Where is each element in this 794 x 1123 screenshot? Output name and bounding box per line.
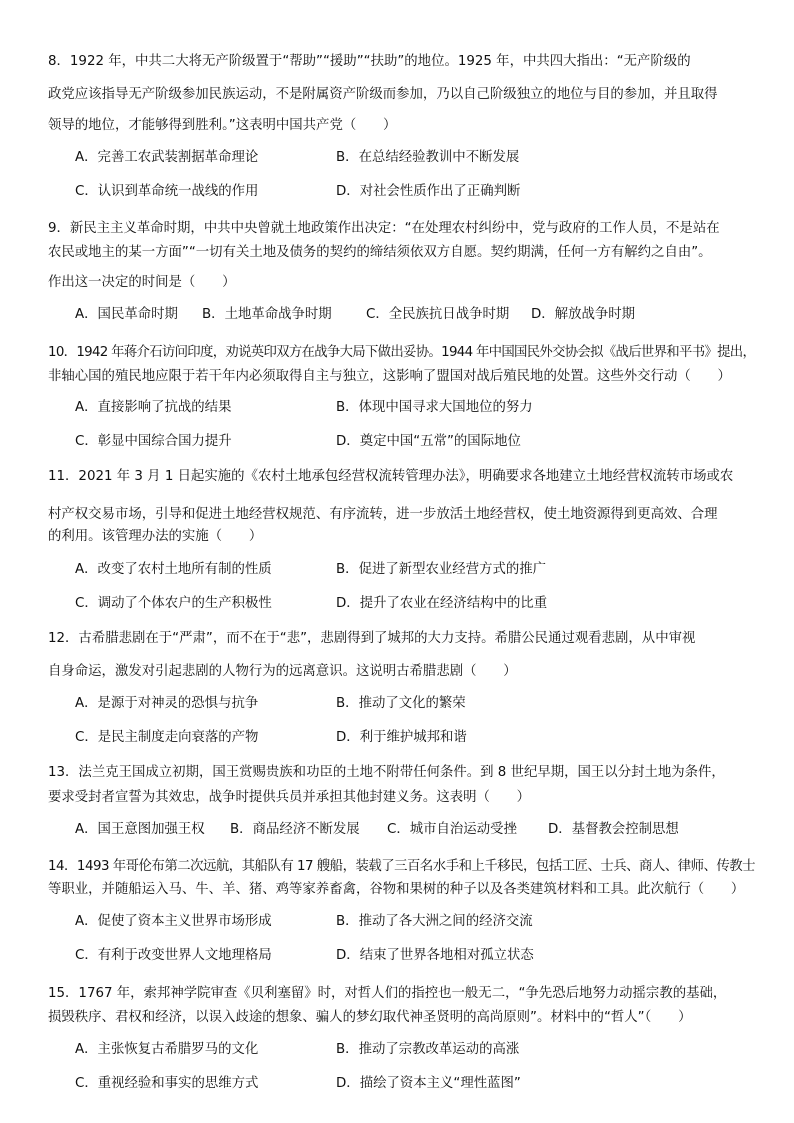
q15-option-c: C．重视经验和事实的思维方式 xyxy=(75,1076,259,1091)
q12-option-b: B．推动了文化的繁荣 xyxy=(336,696,466,711)
q13-stem-line-2: 要求受封者宣誓为其效忠，战争时提供兵员并承担其他封建义务。这表明（ ） xyxy=(48,790,531,805)
q13-option-b: B．商品经济不断发展 xyxy=(230,822,360,837)
q13-option-d: D．基督教会控制思想 xyxy=(548,822,679,837)
q15-stem-line-2: 损毁秩序、君权和经济，以误入歧途的想象、骗人的梦幻取代神圣贤明的高尚原则”。材料中的“哲人”（ ） xyxy=(48,1010,692,1025)
q8-option-a: A．完善工农武装割据革命理论 xyxy=(75,150,259,165)
q11-option-d: D．提升了农业在经济结构中的比重 xyxy=(336,596,548,611)
q13-stem-line-1: 13．法兰克王国成立初期，国王赏赐贵族和功臣的土地不附带任何条件。到 8 世纪早期，国王以分封土地为条件， xyxy=(48,765,725,780)
q8-option-b: B．在总结经验教训中不断发展 xyxy=(336,150,520,165)
q14-option-d: D．结束了世界各地相对孤立状态 xyxy=(336,948,534,963)
q8-option-d: D．对社会性质作出了正确判断 xyxy=(336,184,521,199)
q8-stem-line-2: 政党应该指导无产阶级参加民族运动，不是附属资产阶级而参加，乃以自己阶级独立的地位与目的参加，并且取得 xyxy=(48,87,718,102)
q14-stem-line-2: 等职业，并随船运入马、牛、羊、猪、鸡等家养畜禽，谷物和果树的种子以及各类建筑材料和工具。此次航行（ ） xyxy=(48,882,745,897)
q9-stem-line-1: 9．新民主主义革命时期，中共中央曾就土地政策作出决定：“在处理农村纠纷中，党与政府的工作人员，不是站在 xyxy=(48,221,720,236)
q14-stem-line-1: 14．1493 年哥伦布第二次远航，其船队有 17 艘船，装载了三百名水手和上千移民，包括工匠、士兵、商人、律师、传教士 xyxy=(48,859,756,874)
q12-stem-line-2: 自身命运，激发对引起悲剧的人物行为的远离意识。这说明古希腊悲剧（ ） xyxy=(48,664,517,679)
q15-stem-line-1: 15．1767 年，索邦神学院审查《贝利塞留》时，对哲人们的指控也一般无二，“争先恐后地努力动摇宗教的基础， xyxy=(48,986,727,1001)
q11-stem-line-2: 村产权交易市场，引导和促进土地经营权规范、有序流转，进一步放活土地经营权，使土地资源得到更高效、合理 xyxy=(48,507,718,522)
q10-option-a: A．直接影响了抗战的结果 xyxy=(75,400,232,415)
q13-option-a: A．国王意图加强王权 xyxy=(75,822,205,837)
q9-option-d: D．解放战争时期 xyxy=(531,307,636,322)
q11-option-a: A．改变了农村土地所有制的性质 xyxy=(75,562,272,577)
q8-option-c: C．认识到革命统一战线的作用 xyxy=(75,184,259,199)
q11-stem-line-3: 的利用。该管理办法的实施（ ） xyxy=(48,529,263,544)
q10-option-b: B．体现中国寻求大国地位的努力 xyxy=(336,400,533,415)
q15-option-b: B．推动了宗教改革运动的高涨 xyxy=(336,1042,520,1057)
q12-stem-line-1: 12．古希腊悲剧在于“严肃”，而不在于“悲”，悲剧得到了城邦的大力支持。希腊公民通过观看悲剧，从中审视 xyxy=(48,631,696,646)
q8-stem-line-1: 8．1922 年，中共二大将无产阶级置于“帮助”“援助”“扶助”的地位。1925 年，中共四大指出：“无产阶级的 xyxy=(48,54,691,69)
q9-option-c: C．全民族抗日战争时期 xyxy=(366,307,510,322)
q14-option-a: A．促使了资本主义世界市场形成 xyxy=(75,914,272,929)
q15-option-d: D．描绘了资本主义“理性蓝图” xyxy=(336,1076,521,1091)
q10-stem-line-2: 非轴心国的殖民地应限于若干年内必须取得自主与独立，这影响了盟国对战后殖民地的处置。这些外交行动（ ） xyxy=(48,369,731,384)
q14-option-b: B．推动了各大洲之间的经济交流 xyxy=(336,914,533,929)
q9-option-a: A．国民革命时期 xyxy=(75,307,178,322)
q12-option-a: A．是源于对神灵的恐惧与抗争 xyxy=(75,696,259,711)
q11-stem-line-1: 11．2021 年 3 月 1 日起实施的《农村土地承包经营权流转管理办法》，明确要求各地建立土地经营权流转市场或农 xyxy=(48,469,734,484)
q12-option-d: D．利于维护城邦和谐 xyxy=(336,730,467,745)
q12-option-c: C．是民主制度走向衰落的产物 xyxy=(75,730,259,745)
q9-stem-line-2: 农民或地主的某一方面”“一切有关土地及债务的契约的缔结须依双方自愿。契约期满，任何一方有解约之自由”。 xyxy=(48,245,712,260)
q11-option-b: B．促进了新型农业经营方式的推广 xyxy=(336,562,547,577)
q14-option-c: C．有利于改变世界人文地理格局 xyxy=(75,948,272,963)
q13-option-c: C．城市自治运动受挫 xyxy=(387,822,517,837)
q11-option-c: C．调动了个体农户的生产积极性 xyxy=(75,596,272,611)
q9-option-b: B．土地革命战争时期 xyxy=(202,307,332,322)
q15-option-a: A．主张恢复古希腊罗马的文化 xyxy=(75,1042,259,1057)
q10-option-c: C．彰显中国综合国力提升 xyxy=(75,434,232,449)
q9-stem-line-3: 作出这一决定的时间是（ ） xyxy=(48,275,236,290)
q8-stem-line-3: 领导的地位，才能够得到胜利。”这表明中国共产党（ ） xyxy=(48,118,397,133)
q10-option-d: D．奠定中国“五常”的国际地位 xyxy=(336,434,521,449)
q10-stem-line-1: 10．1942 年蒋介石访问印度，劝说英印双方在战争大局下做出妥协。1944 年中国国民外交协会拟《战后世界和平书》提出， xyxy=(48,345,756,360)
